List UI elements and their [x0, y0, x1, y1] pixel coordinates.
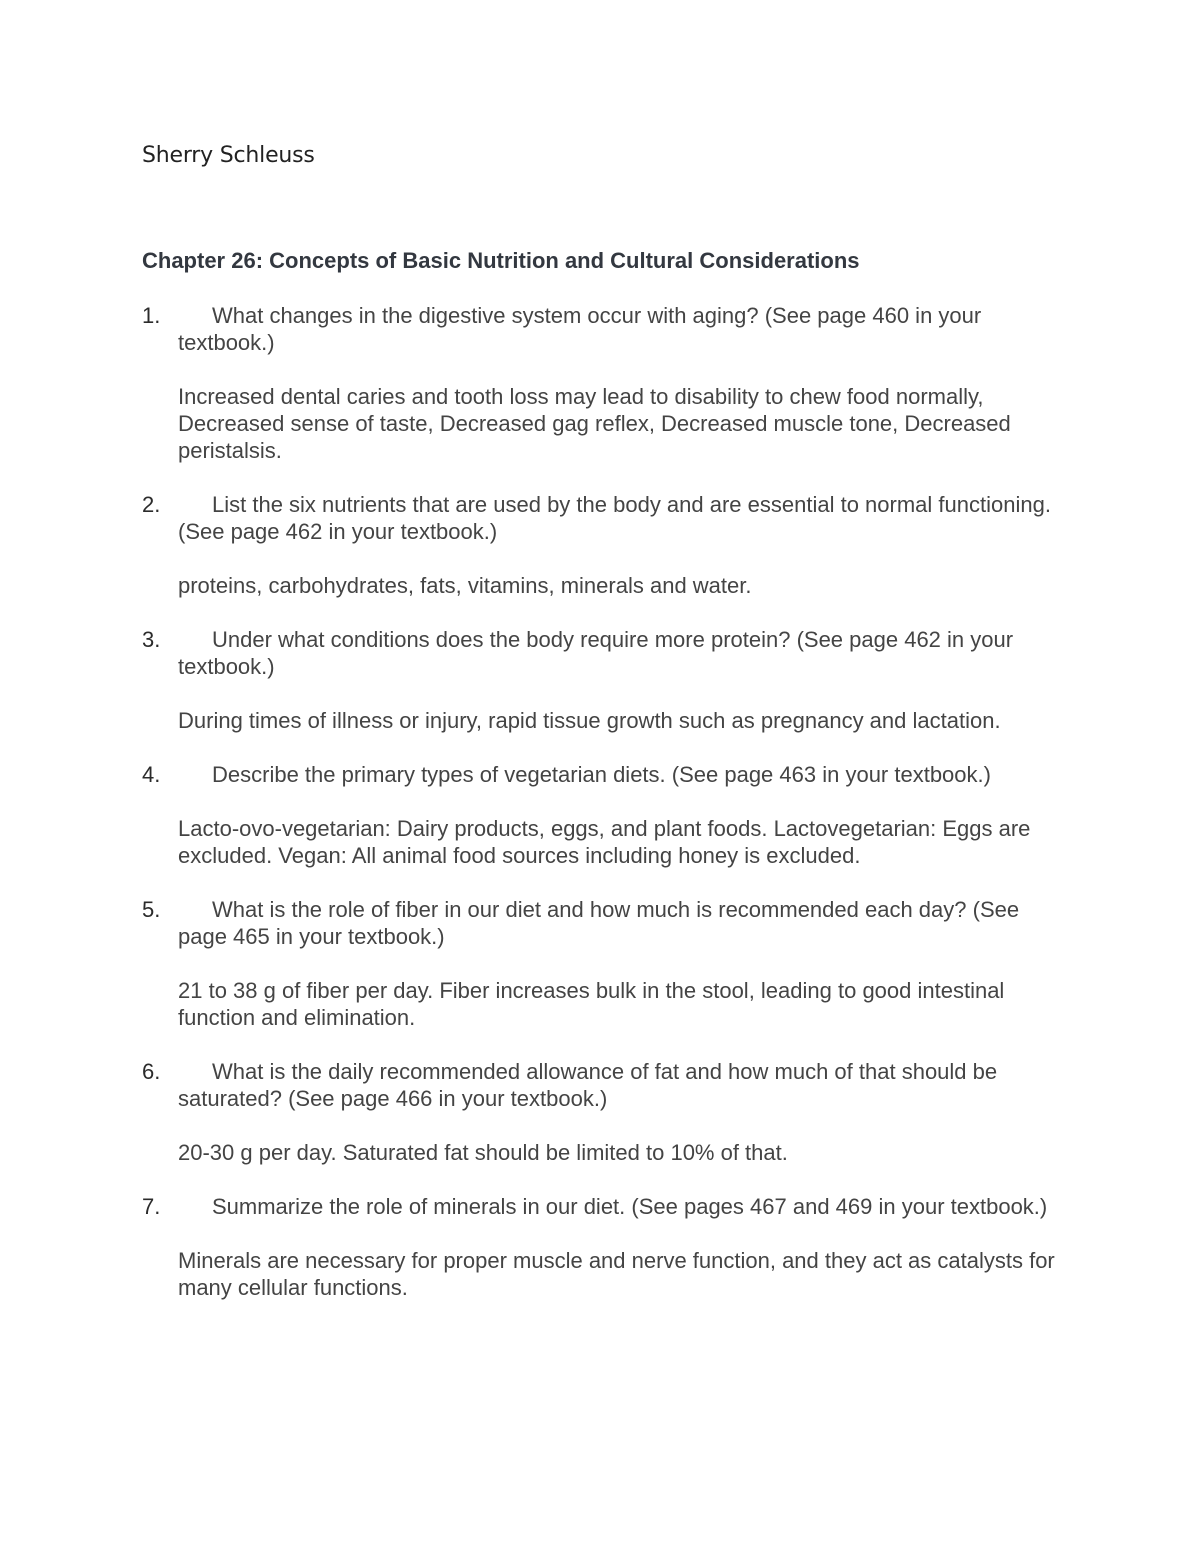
question-text: What is the daily recommended allowance of fat and how much of that should be saturated? (See page 466 in your textbook.) [178, 1059, 998, 1111]
question-text: Summarize the role of minerals in our diet. (See pages 467 and 469 in your textbook.) [212, 1194, 1048, 1219]
question-item [142, 491, 1062, 599]
question-item [142, 1058, 1062, 1166]
answer-text: Lacto-ovo-vegetarian: Dairy products, eggs, and plant foods. Lactovegetarian: Eggs are excluded. Vegan: All animal food sources including honey is excluded. [178, 816, 1031, 868]
author-name: Sherry Schleuss [142, 143, 315, 168]
question-text: Describe the primary types of vegetarian diets. (See page 463 in your textbook.) [212, 762, 991, 787]
answer-text: Minerals are necessary for proper muscle and nerve function, and they act as catalysts for many cellular functions. [178, 1248, 1055, 1300]
answer-text: 21 to 38 g of fiber per day. Fiber increases bulk in the stool, leading to good intestinal function and elimination. [178, 978, 1005, 1030]
question-text: What changes in the digestive system occur with aging? (See page 460 in your textbook.) [178, 303, 982, 355]
answer-text: proteins, carbohydrates, fats, vitamins, minerals and water. [178, 573, 752, 598]
question-number: 2. [142, 492, 161, 517]
question-number: 7. [142, 1194, 161, 1219]
question-item [142, 761, 1062, 869]
question-number: 1. [142, 303, 161, 328]
question-number: 5. [142, 897, 161, 922]
question-text: Under what conditions does the body require more protein? (See page 462 in your textbook.) [178, 627, 1014, 679]
answer-text: Increased dental caries and tooth loss may lead to disability to chew food normally, Decreased sense of taste, Decreased gag reflex, Decreased muscle tone, Decreased peristalsis. [178, 384, 1011, 463]
question-item [142, 1193, 1062, 1301]
question-number: 6. [142, 1059, 161, 1084]
question-item [142, 896, 1062, 1031]
question-number: 4. [142, 762, 161, 787]
question-list [142, 302, 1062, 1328]
chapter-title: Chapter 26: Concepts of Basic Nutrition and Cultural Considerations [142, 248, 860, 273]
question-item [142, 302, 1062, 464]
answer-text: During times of illness or injury, rapid tissue growth such as pregnancy and lactation. [178, 708, 1001, 733]
question-text: List the six nutrients that are used by the body and are essential to normal functioning. (See page 462 in your textbook.) [178, 492, 1051, 544]
question-number: 3. [142, 627, 161, 652]
question-text: What is the role of fiber in our diet and how much is recommended each day? (See page 465 in your textbook.) [178, 897, 1020, 949]
answer-text: 20-30 g per day. Saturated fat should be limited to 10% of that. [178, 1140, 788, 1165]
question-item [142, 626, 1062, 734]
